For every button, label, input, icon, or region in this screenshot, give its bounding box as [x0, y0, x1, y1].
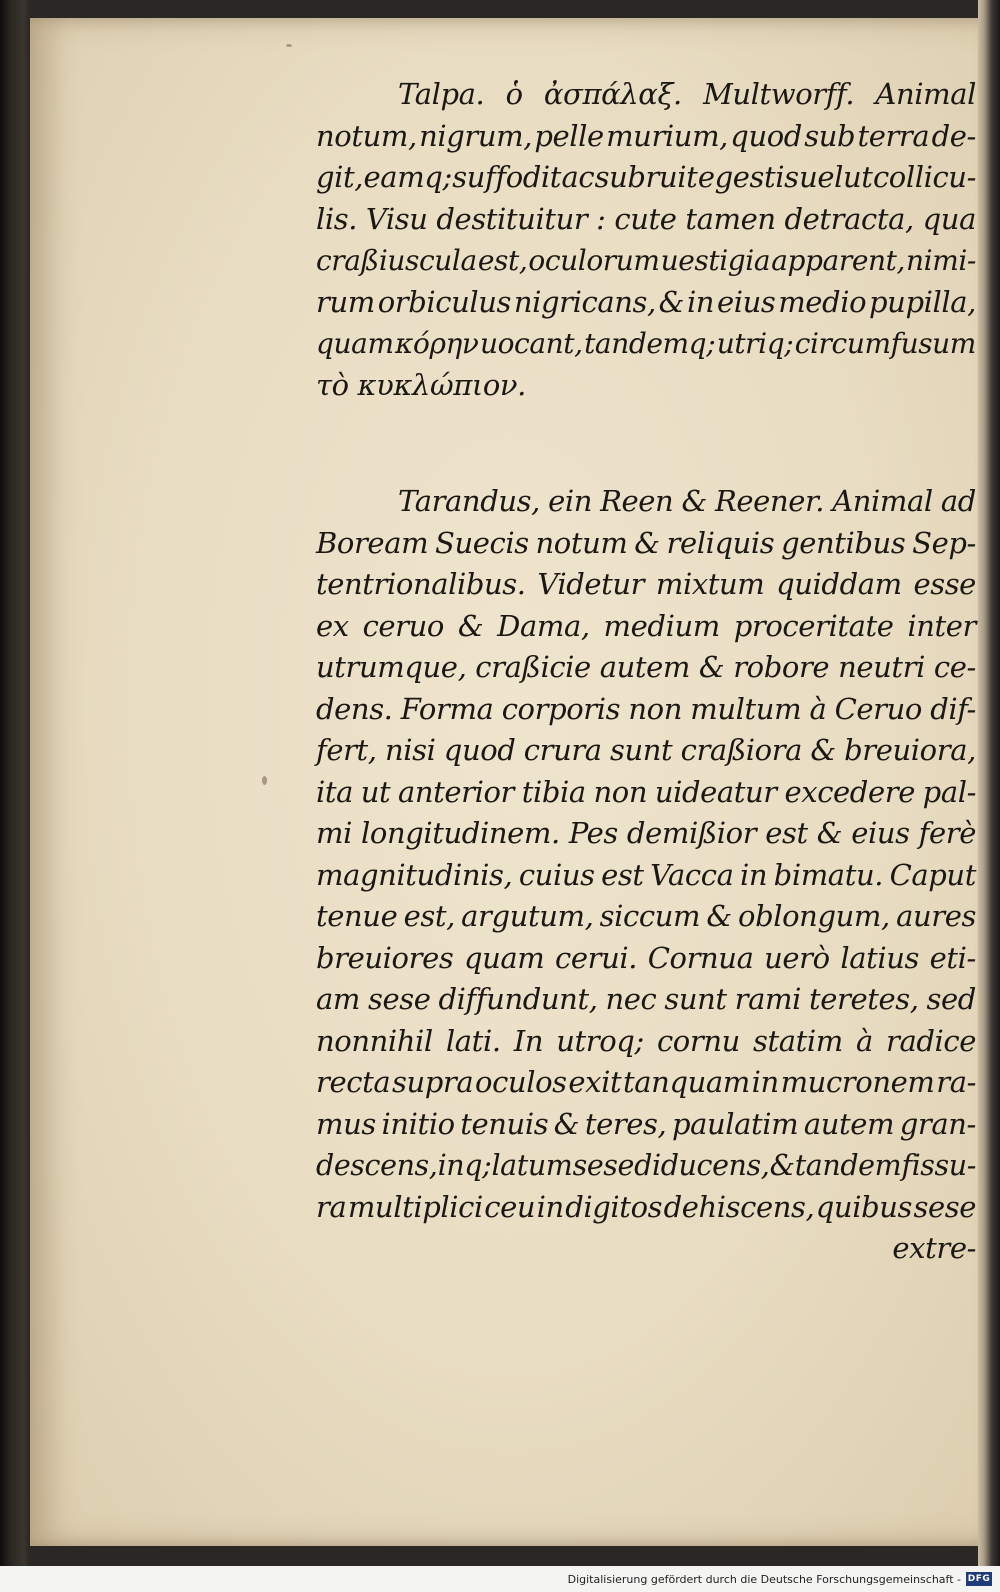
word: ad — [940, 484, 976, 518]
word: non — [628, 691, 683, 726]
text-line — [316, 564, 976, 606]
word: gran- — [899, 1106, 976, 1141]
text-line — [316, 606, 976, 648]
word: ein — [548, 484, 592, 518]
word: mus — [316, 1106, 376, 1141]
word: aures — [896, 899, 976, 933]
word: oculos — [475, 1065, 567, 1099]
text-line — [316, 240, 976, 282]
word: egestis — [697, 160, 799, 194]
word: esse — [913, 567, 976, 601]
word: nigricans, — [513, 284, 656, 319]
word: uestigia — [660, 244, 771, 277]
word: ra- — [936, 1065, 976, 1099]
word: est — [765, 816, 808, 850]
text-line — [316, 979, 976, 1021]
word: in — [740, 857, 768, 892]
word: tanquam — [623, 1065, 750, 1099]
word: neutri — [838, 650, 926, 684]
word: digitos — [565, 1189, 663, 1224]
word: : — [596, 201, 606, 236]
word: terra — [857, 118, 930, 153]
word: pal- — [922, 774, 976, 809]
word: descens, — [316, 1149, 438, 1182]
word: apparent, — [771, 244, 905, 277]
word: utrumque, — [316, 650, 467, 684]
word: ra — [316, 1189, 347, 1224]
word: tenue — [316, 899, 398, 933]
word: subruit — [594, 160, 698, 194]
word: Vacca — [650, 857, 734, 892]
word: supra — [391, 1065, 474, 1099]
word: sese — [572, 1149, 634, 1182]
word: circumfusum — [794, 327, 976, 360]
word: oculorum — [528, 244, 660, 277]
word: est — [601, 857, 644, 892]
text-line — [316, 323, 976, 365]
word: paulatim — [671, 1106, 799, 1141]
word: recta — [316, 1065, 391, 1099]
word: radice — [886, 1023, 976, 1058]
word: qua — [922, 201, 976, 236]
word: multum — [690, 691, 802, 726]
word: quod — [730, 118, 802, 153]
word: proceritate — [733, 608, 894, 643]
word: statim — [753, 1023, 843, 1058]
word: uerò — [764, 940, 830, 975]
word: Dama, — [497, 608, 590, 643]
word: nimi- — [906, 244, 976, 277]
word: dens. — [316, 691, 393, 726]
word: rami — [734, 982, 801, 1016]
word: non — [593, 774, 648, 809]
word: anterior — [397, 774, 515, 809]
text-line — [316, 647, 976, 689]
word: & — [698, 650, 725, 684]
word: tenuis — [460, 1106, 549, 1141]
text-line — [316, 523, 976, 565]
word: lati. — [445, 1023, 501, 1058]
word: ἀσπάλαξ. — [543, 77, 682, 111]
word: craßiora — [680, 733, 803, 767]
word: Videtur — [537, 567, 645, 601]
word: tentrionalibus. — [316, 567, 526, 601]
word: teres, — [584, 1106, 667, 1141]
word: latum — [491, 1149, 573, 1182]
word: git, — [316, 160, 364, 194]
word: quiddam — [776, 567, 902, 601]
word: & — [634, 525, 660, 560]
word: Animal — [875, 77, 976, 111]
word: uelut — [799, 160, 873, 194]
word: à — [855, 1023, 873, 1058]
word: notum — [535, 525, 628, 560]
word: cornu — [656, 1023, 740, 1058]
word: sese — [367, 982, 431, 1016]
word: est, — [403, 899, 455, 933]
word: in — [751, 1065, 779, 1099]
word: demißior — [626, 816, 757, 850]
word: ceu — [484, 1189, 536, 1224]
ink-speck — [262, 776, 267, 785]
dfg-logo-icon: DFG — [967, 1574, 991, 1584]
word: ferè — [918, 816, 976, 850]
word: collicu- — [872, 160, 976, 194]
word: cerui. — [555, 940, 638, 975]
word: nonnihil — [316, 1023, 433, 1058]
ink-speck — [286, 44, 292, 47]
word: suffodit — [452, 160, 562, 194]
word: & — [810, 733, 836, 767]
text-line — [316, 116, 976, 158]
text-line — [316, 855, 976, 897]
paragraph-tarandus — [316, 481, 976, 1270]
word: Boream — [316, 525, 429, 560]
word: Multworff. — [703, 77, 855, 111]
word: & — [681, 484, 707, 518]
text-line — [316, 813, 976, 855]
text-line — [316, 1021, 976, 1063]
word: & — [553, 1106, 580, 1141]
word: Caput — [889, 857, 976, 892]
word: diffundunt, — [438, 982, 598, 1016]
word: Reener. — [714, 484, 825, 518]
word: mi — [316, 816, 352, 850]
word: ex — [316, 608, 349, 643]
text-line — [316, 1062, 976, 1104]
page-edge — [978, 0, 1000, 1566]
word: gentibus — [781, 525, 906, 560]
word: in — [686, 284, 715, 319]
word: reliquis — [666, 525, 775, 560]
word: Visu — [365, 201, 428, 236]
text-line — [316, 730, 976, 772]
word: quod — [443, 733, 516, 767]
word: nec — [605, 982, 657, 1016]
word: eius — [851, 816, 910, 850]
word: inter — [907, 608, 976, 643]
word: magnitudinis, — [316, 857, 513, 892]
word: tandemq; — [584, 327, 716, 360]
word: teretes, — [808, 982, 919, 1016]
word: à — [809, 691, 827, 726]
word: & — [457, 608, 484, 643]
text-line — [316, 938, 976, 980]
word: eti- — [929, 940, 976, 975]
word: destituitur — [436, 201, 588, 236]
word: In — [513, 1023, 544, 1058]
digitization-footer — [0, 1566, 1000, 1592]
word: murium, — [606, 118, 728, 153]
catchword — [316, 1228, 976, 1270]
word: medio — [778, 284, 867, 319]
word: autem — [803, 1106, 895, 1141]
text-line — [316, 481, 976, 523]
word: Ceruo — [834, 691, 922, 726]
text-line — [316, 282, 976, 324]
word: κόρην — [395, 327, 479, 360]
word: am — [316, 982, 360, 1016]
word: & — [706, 899, 732, 933]
word: quam — [463, 940, 545, 975]
word: cute — [614, 201, 677, 236]
word: eamq; — [363, 160, 452, 194]
word: siccum — [599, 899, 701, 933]
word: argutum, — [461, 899, 594, 933]
word: fert, — [316, 733, 377, 767]
word: diducens, — [634, 1149, 770, 1182]
word: eius — [716, 284, 776, 319]
word: notum, — [316, 118, 417, 153]
word: breuiores — [316, 940, 454, 975]
word: sese — [913, 1189, 976, 1224]
word: tibia — [521, 774, 586, 809]
word: sunt — [610, 733, 673, 767]
word: dif- — [930, 691, 976, 726]
word: in — [536, 1189, 564, 1224]
word: nigrum, — [419, 118, 533, 153]
word: ὁ — [505, 77, 523, 111]
text-block — [316, 74, 976, 1270]
word: orbiculus — [377, 284, 512, 319]
word: & — [769, 1149, 795, 1182]
word: fissu- — [901, 1149, 976, 1182]
word: excedere — [784, 774, 915, 809]
text-line — [316, 689, 976, 731]
word: ceruo — [362, 608, 444, 643]
paragraph-gap — [316, 406, 976, 481]
word: sub — [804, 118, 856, 153]
word: tandem — [794, 1149, 902, 1182]
word: initio — [381, 1106, 455, 1141]
text-line: τὸ κυκλώπιον. — [316, 367, 526, 402]
word: ita — [316, 774, 354, 809]
word: lis. — [316, 201, 358, 236]
word: Tarandus, — [398, 484, 540, 518]
word: quam — [316, 327, 394, 360]
text-line — [316, 1187, 976, 1229]
word: quibus — [815, 1189, 913, 1224]
text-line — [316, 896, 976, 938]
word: detracta, — [784, 201, 914, 236]
word: ce- — [933, 650, 976, 684]
word: Sep- — [912, 525, 976, 560]
word: craßicie — [475, 650, 591, 684]
word: corporis — [501, 691, 621, 726]
word: Talpa. — [398, 77, 485, 111]
word: utroq; — [556, 1023, 644, 1058]
word: robore — [733, 650, 830, 684]
word: inq; — [437, 1149, 492, 1182]
text-line — [316, 74, 976, 116]
word: uocant, — [479, 327, 583, 360]
word: craßiuscula — [316, 244, 477, 277]
text-line — [316, 1104, 976, 1146]
word: autem — [599, 650, 691, 684]
word: exit — [568, 1065, 622, 1099]
word: multiplici — [347, 1189, 483, 1224]
word: de- — [931, 118, 976, 153]
word: sunt — [664, 982, 727, 1016]
text-line — [316, 1145, 976, 1187]
word: pupilla, — [869, 284, 976, 319]
catchword-text: extre- — [892, 1231, 976, 1265]
word: mucronem — [780, 1065, 935, 1099]
word: latius — [840, 940, 919, 975]
word: utriq; — [716, 327, 794, 360]
word: pelle — [534, 118, 604, 153]
word: mixtum — [655, 567, 765, 601]
footer-credit: Digitalisierung gefördert durch die Deutsche Forschungsgemeinschaft - — [567, 1572, 961, 1586]
word: Suecis — [434, 525, 529, 560]
word: nisi — [384, 733, 436, 767]
word: dehiscens, — [663, 1189, 815, 1224]
word: bimatu. — [773, 857, 884, 892]
word: sed — [926, 982, 976, 1016]
word: Forma — [400, 691, 494, 726]
word: crura — [523, 733, 602, 767]
word: Animal — [832, 484, 933, 518]
word: breuiora, — [844, 733, 976, 767]
word: Pes — [568, 816, 618, 850]
text-line — [316, 772, 976, 814]
word: longitudinem. — [361, 816, 560, 850]
word: Cornua — [647, 940, 754, 975]
text-line — [316, 157, 976, 199]
word: rum — [316, 284, 375, 319]
word: tamen — [685, 201, 776, 236]
word: ac — [561, 160, 595, 194]
paragraph-talpa — [316, 74, 976, 406]
word: medium — [603, 608, 720, 643]
text-line — [316, 199, 976, 241]
word: & — [816, 816, 843, 850]
word: Reen — [600, 484, 674, 518]
word: oblongum, — [738, 899, 890, 933]
word: cuius — [518, 857, 595, 892]
word: uideatur — [654, 774, 777, 809]
word: ut — [360, 774, 391, 809]
word: & — [658, 284, 685, 319]
word: est, — [477, 244, 528, 277]
